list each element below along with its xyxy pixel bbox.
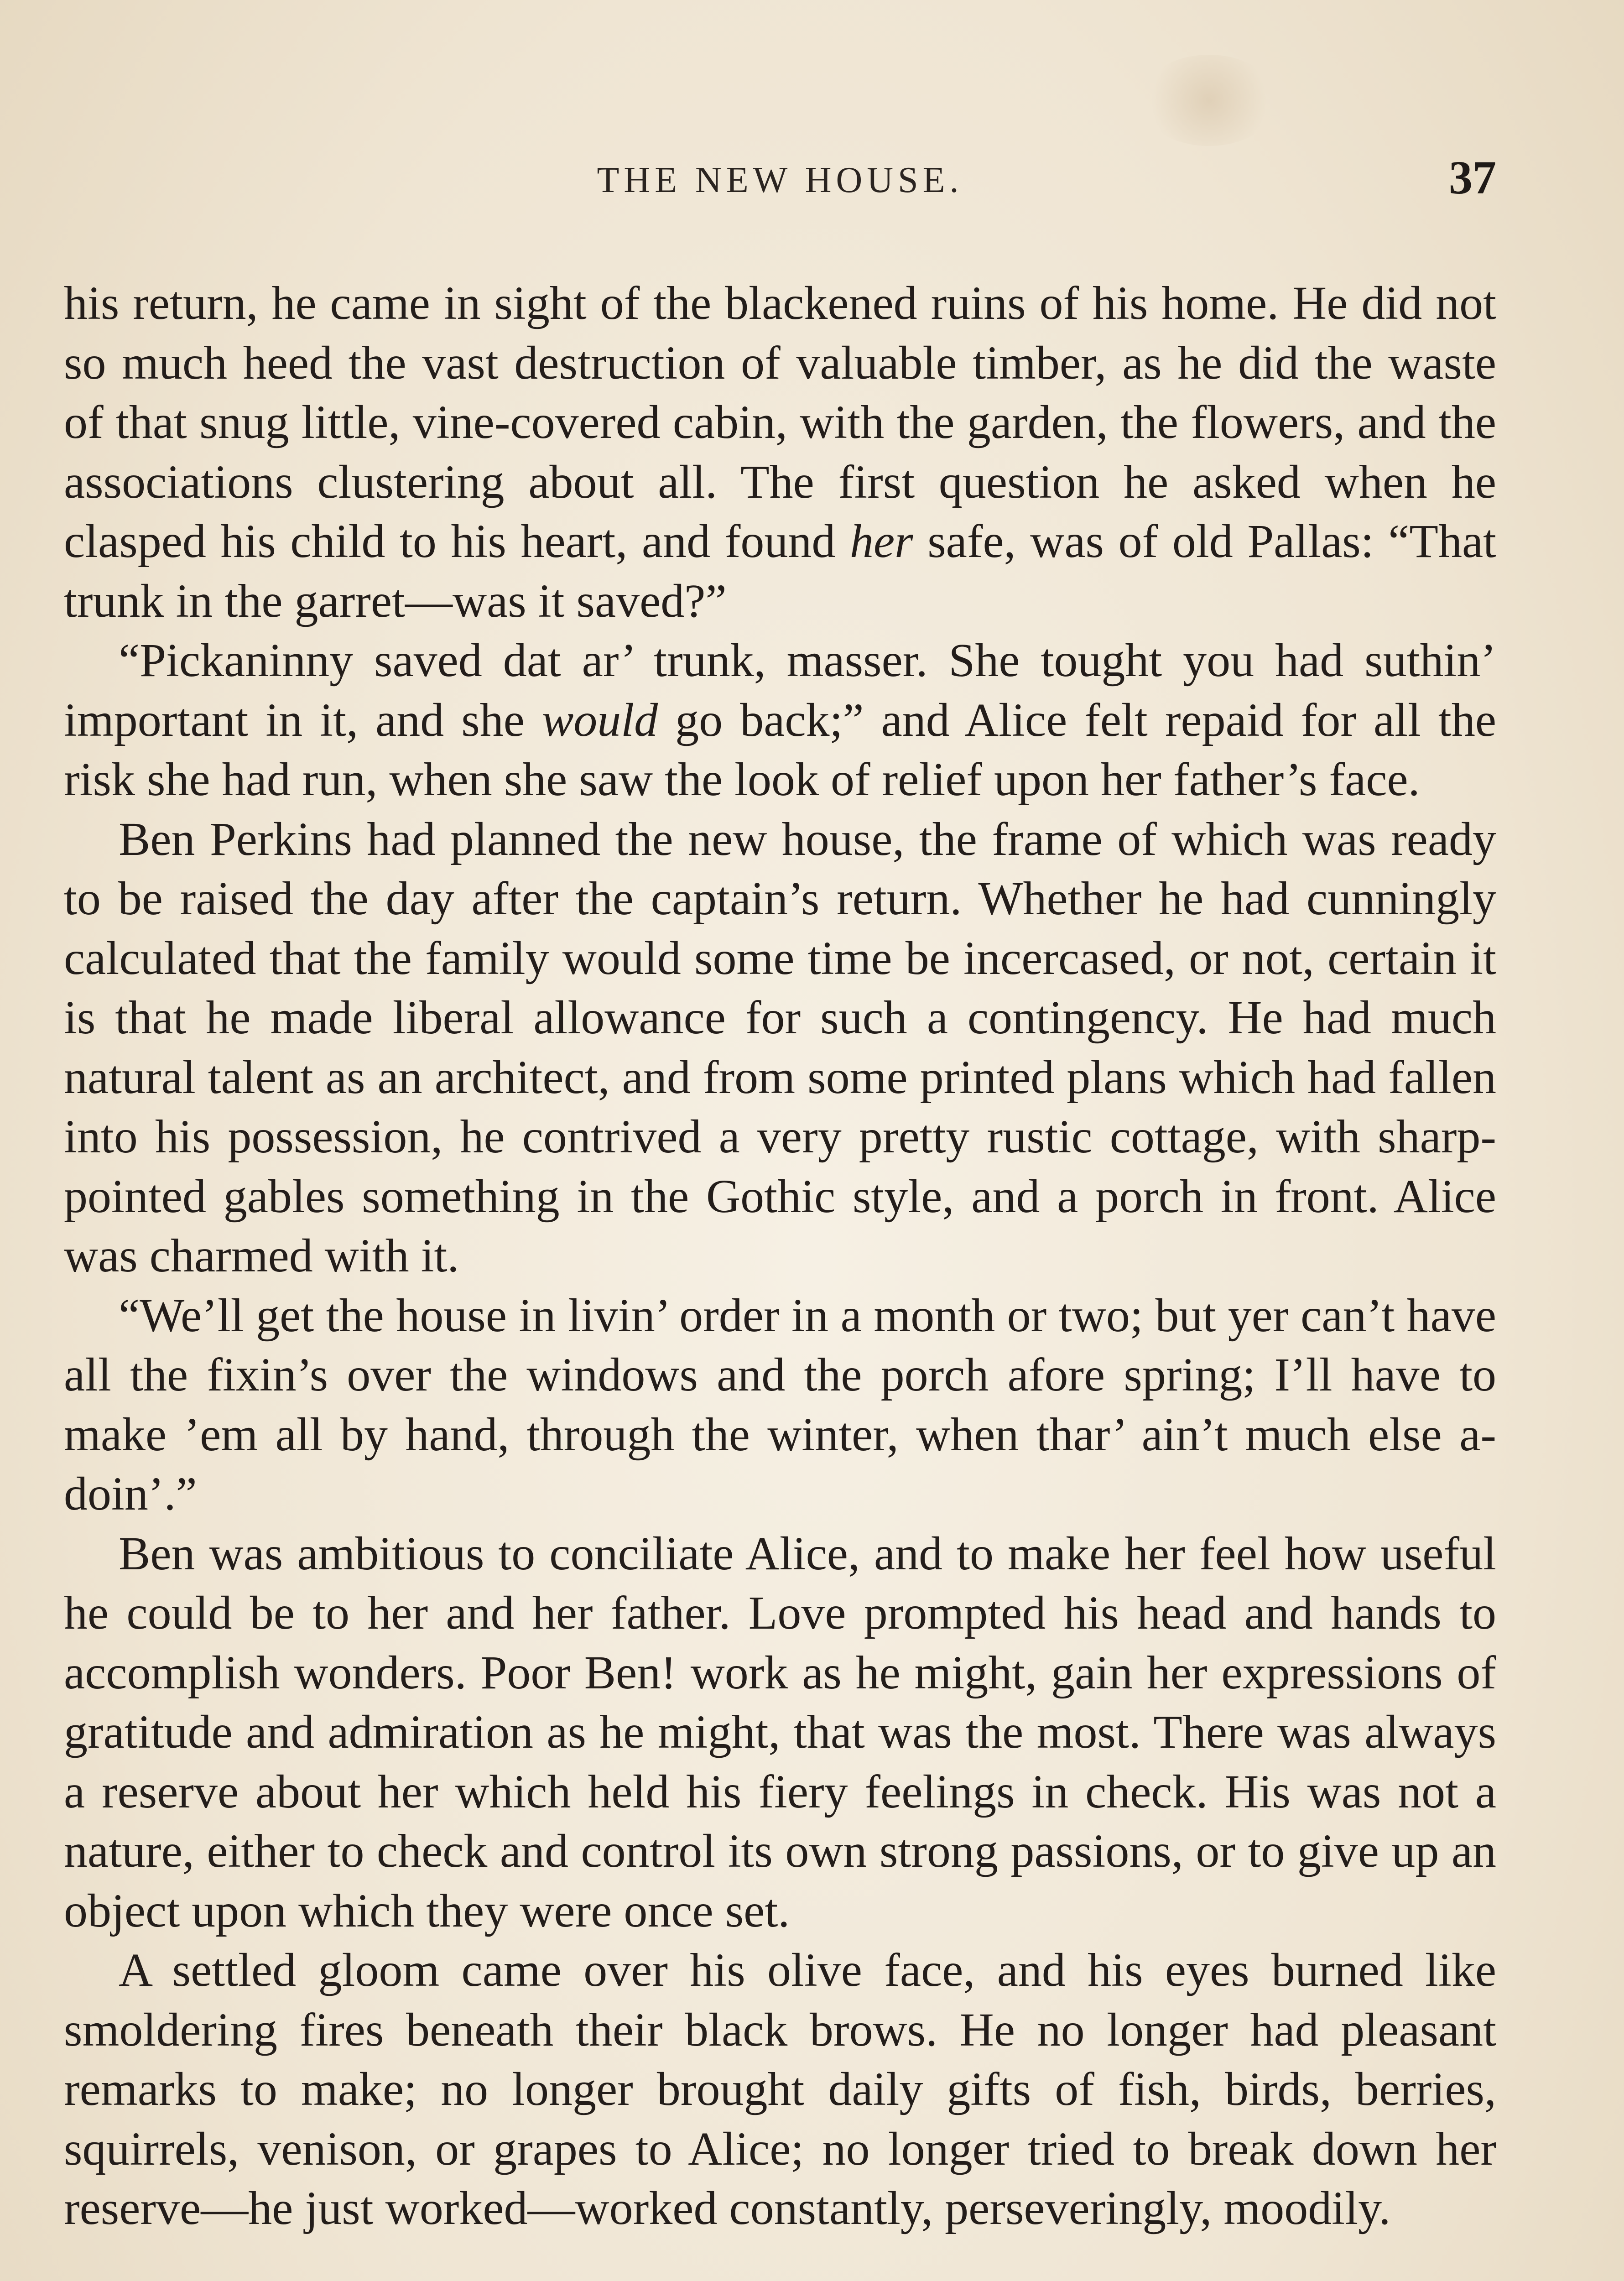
paragraph-2: “Pickaninny saved dat ar’ trunk, masser. She tought you had suthin’ important in it, and she would go back;” and Alice felt repaid for all the risk she had run, when she saw the look of relief upon her father’s face. (64, 634, 1496, 806)
paragraph-6: A settled gloom came over his olive face, and his eyes burned like smoldering fires beneath their black brows. He no longer had pleasant remarks to make; no longer brought daily gifts of fish, birds, berries, squirrels, venison, or grapes to Alice; no longer tried to break down her reserve—he just worked—worked constantly, perseveringly, moodily. (64, 1944, 1496, 2234)
paragraph-3: Ben Perkins had planned the new house, the frame of which was ready to be raised the day after the captain’s return. Whether he had cunningly calculated that the family would some time be incercased, or not, certain it is that he made liberal allowance for such a contingency. He had much natural talent as an architect, and from some printed plans which had fallen into his possession, he contrived a very pretty rustic cottage, with sharp-pointed gables something in the Gothic style, and a porch in front. Alice was charmed with it. (64, 812, 1496, 1282)
body-text (64, 274, 1496, 2239)
running-head: THE NEW HOUSE. (597, 160, 963, 200)
page-header (64, 151, 1496, 210)
emphasis-her: her (849, 515, 913, 568)
paragraph-4: “We’ll get the house in livin’ order in a month or two; but yer can’t have all the fixin’s over the windows and the porch afore spring; I’ll have to make ’em all by hand, through the winter, when thar’ ain’t much else a-doin’.” (64, 1289, 1496, 1520)
emphasis-would: would (541, 693, 658, 746)
paper-stain (1140, 55, 1277, 146)
paragraph-5: Ben was ambitious to conciliate Alice, and to make her feel how useful he could be to her and her father. Love prompted his head and hands to accomplish wonders. Poor Ben! work as he might, gain her expressions of gratitude and admiration as he might, that was the most. There was always a reserve about her which held his fiery feelings in check. His was not a nature, either to check and control its own strong passions, or to give up an object upon which they were once set. (64, 1527, 1496, 1937)
paragraph-1: his return, he came in sight of the blackened ruins of his home. He did not so much heed the vast destruction of valuable timber, as he did the waste of that snug little, vine-covered cabin, with the garden, the flowers, and the associations clustering about all. The first question he asked when he clasped his child to his heart, and found her safe, was of old Pallas: “That trunk in the garret—was it saved?” (64, 277, 1496, 627)
page-number: 37 (1449, 151, 1496, 204)
